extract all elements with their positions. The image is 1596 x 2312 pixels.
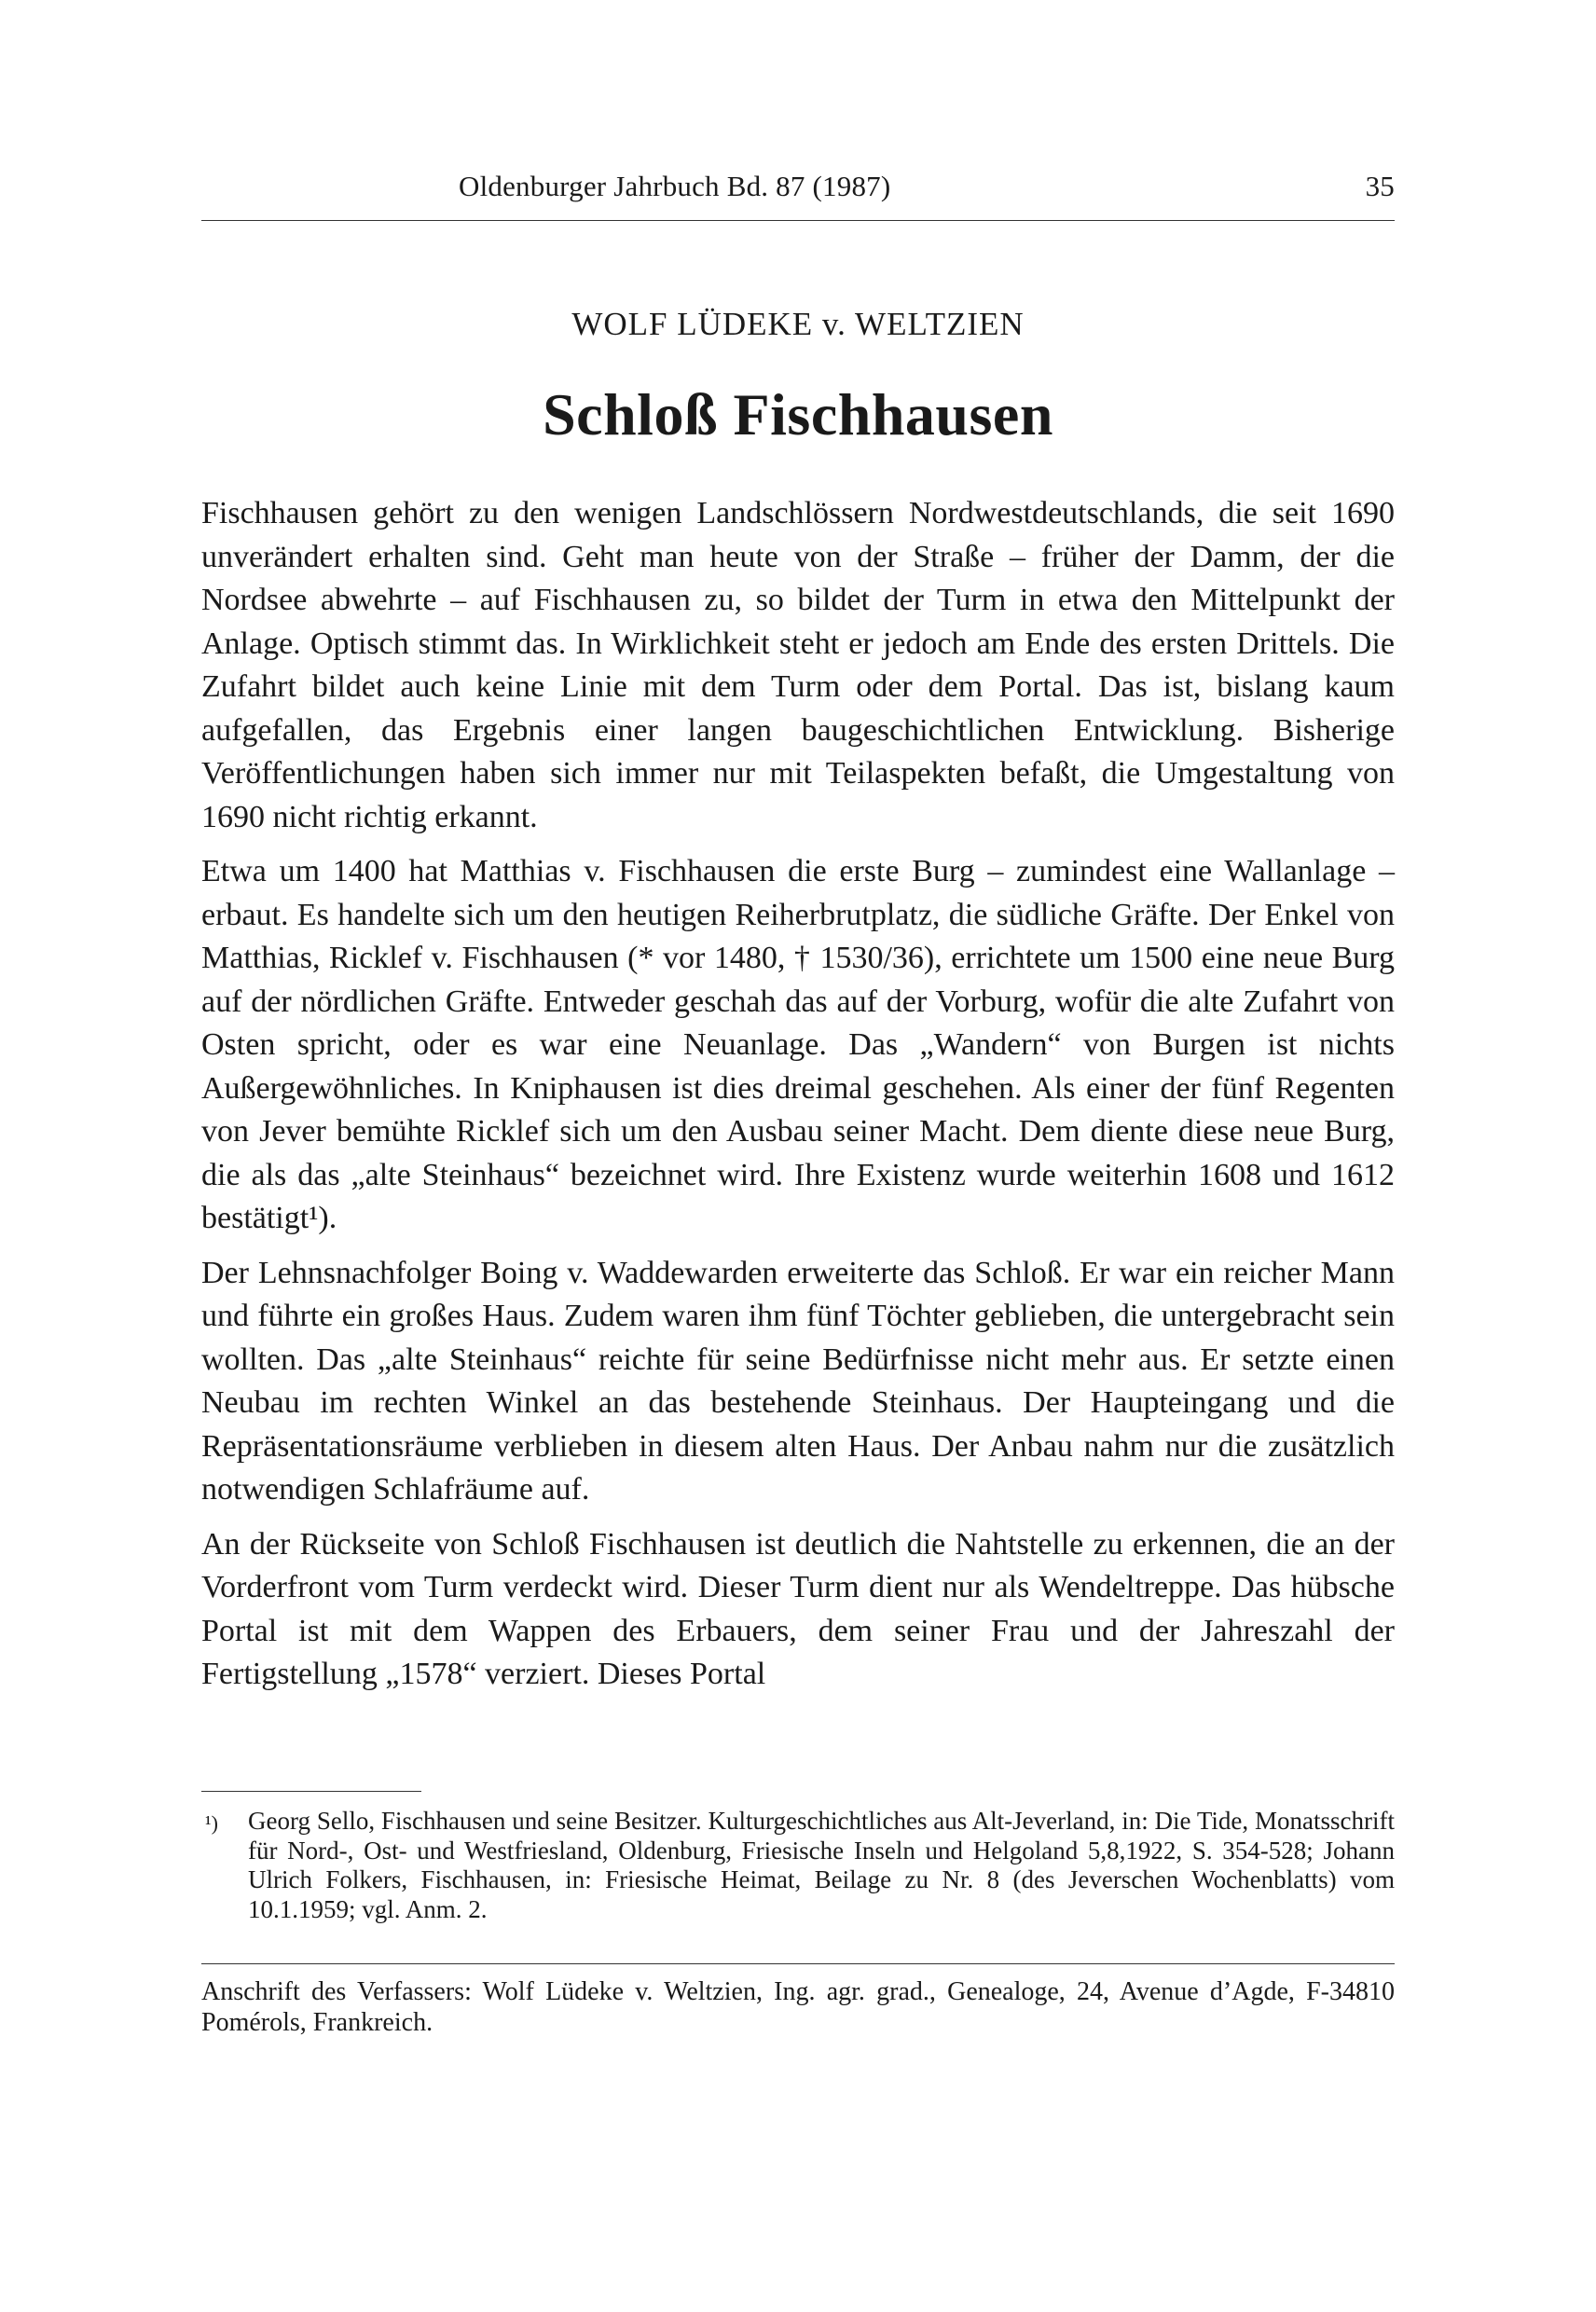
paragraph-2: Etwa um 1400 hat Matthias v. Fischhausen die erste Burg – zumindest eine Wallanlage – erbaut. Es handelte sich um den heutigen Reiherbrutplatz, die südliche Gräfte. Der Enkel von Matthias, Ricklef v. Fischhausen (* vor 1480, † 1530/36), errichtete um 1500 eine neue Burg auf der nördlichen Gräfte. Entweder geschah das auf der Vorburg, wofür die alte Zufahrt von Osten spricht, oder es war eine Neuanlage. Das „Wandern“ von Burgen ist nichts Außergewöhnliches. In Kniphausen ist dies dreimal geschehen. Als einer der fünf Regenten von Jever bemühte Ricklef sich um den Ausbau seiner Macht. Dem diente diese neue Burg, die als das „alte Steinhaus“ bezeichnet wird. Ihre Existenz wurde weiterhin 1608 und 1612 bestätigt¹). xyxy=(201,854,1395,1235)
footnote xyxy=(201,1807,1395,1924)
article-author: WOLF LÜDEKE v. WELTZIEN xyxy=(571,306,1025,342)
address-rule xyxy=(201,1963,1395,1964)
paragraph-1: Fischhausen gehört zu den wenigen Landschlössern Nordwestdeutschlands, die seit 1690 unverändert erhalten sind. Geht man heute von der Straße – früher der Damm, der die Nordsee abwehrte – auf Fischhausen zu, so bildet der Turm in etwa den Mittelpunkt der Anlage. Optisch stimmt das. In Wirklichkeit steht er jedoch am Ende des ersten Drittels. Die Zufahrt bildet auch keine Linie mit dem Turm oder dem Portal. Das ist, bislang kaum aufgefallen, das Ergebnis einer langen baugeschichtlichen Entwicklung. Bisherige Veröffentlichungen haben sich immer nur mit Teilaspekten befaßt, die Umgestaltung von 1690 nicht richtig erkannt. xyxy=(201,496,1395,834)
journal-title: Oldenburger Jahrbuch Bd. 87 (1987) xyxy=(459,170,891,202)
header-rule xyxy=(201,220,1395,221)
author-address: Anschrift des Verfassers: Wolf Lüdeke v. Weltzien, Ing. agr. grad., Genealoge, 24, Avenue d’Agde, F-34810 Pomérols, Frankreich. xyxy=(201,1977,1395,2037)
article-body xyxy=(201,492,1395,1708)
article-title: Schloß Fischhausen xyxy=(543,381,1053,447)
paragraph-4: An der Rückseite von Schloß Fischhausen ist deutlich die Nahtstelle zu erkennen, die an der Vorderfront vom Turm verdeckt wird. Dieser Turm dient nur als Wendeltreppe. Das hübsche Portal ist mit dem Wappen des Erbauers, dem seiner Frau und der Jahreszahl der Fertigstellung „1578“ verziert. Dieses Portal xyxy=(201,1526,1395,1691)
page xyxy=(201,0,1395,2312)
footnote-marker: ¹) xyxy=(205,1811,218,1835)
paragraph-3: Der Lehnsnachfolger Boing v. Waddewarden erweiterte das Schloß. Er war ein reicher Mann und führte ein großes Haus. Zudem waren ihm fünf Töchter geblieben, die untergebracht sein wollten. Das „alte Steinhaus“ reichte für seine Bedürfnisse nicht mehr aus. Er setzte einen Neubau im rechten Winkel an das bestehende Steinhaus. Der Haupteingang und die Repräsentationsräume verblieben in diesem alten Haus. Der Anbau nahm nur die zusätzlich notwendigen Schlafräume auf. xyxy=(201,1255,1395,1507)
page-number: 35 xyxy=(1365,170,1395,202)
footnote-rule xyxy=(201,1791,421,1792)
footnote-text: Georg Sello, Fischhausen und seine Besitzer. Kulturgeschichtliches aus Alt-Jeverland, in: Die Tide, Monatsschrift für Nord-, Ost- und Westfriesland, Oldenburg, Friesische Inseln und Helgoland 5,8,1922, S. 354-528; Johann Ulrich Folkers, Fischhausen, in: Friesische Heimat, Beilage zu Nr. 8 (des Jeverschen Wochenblatts) vom 10.1.1959; vgl. Anm. 2. xyxy=(248,1807,1395,1923)
